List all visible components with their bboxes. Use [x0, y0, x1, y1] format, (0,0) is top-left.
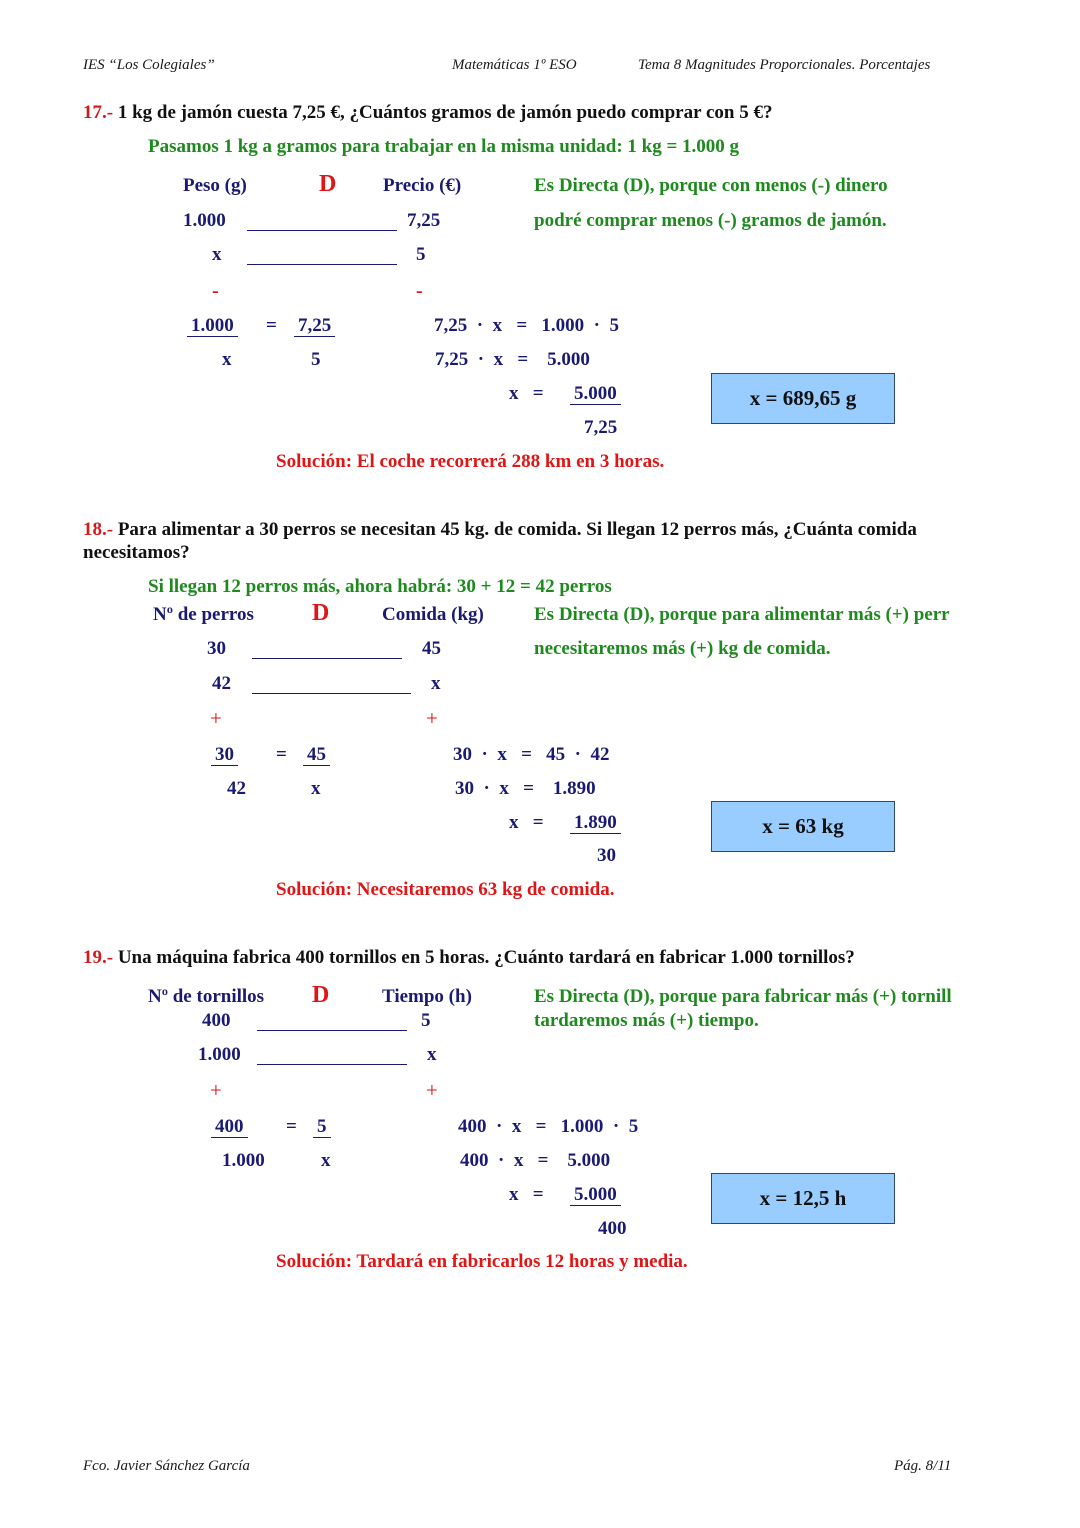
equation-step-2: 400 · x = 5.000	[460, 1150, 611, 1171]
fraction-left-denominator: 1.000	[222, 1150, 265, 1171]
result-box: x = 12,5 h	[711, 1173, 895, 1224]
correspondence-line	[257, 1030, 407, 1031]
correspondence-line	[252, 658, 402, 659]
fraction-right-denominator: x	[321, 1150, 331, 1171]
solution-text: Solución: Necesitaremos 63 kg de comida.	[276, 879, 615, 900]
fraction-left-denominator: 42	[227, 778, 246, 799]
equals-sign: =	[266, 315, 277, 336]
explanation-line-2: tardaremos más (+) tiempo.	[534, 1010, 759, 1031]
fraction-right-numerator: 7,25	[294, 315, 335, 337]
equation-step-3-lhs: x =	[509, 1184, 544, 1205]
sign-right: +	[426, 1078, 438, 1102]
correspondence-line	[247, 230, 397, 231]
header-topic: Tema 8 Magnitudes Proporcionales. Porcentajes	[638, 57, 931, 73]
equation-step-3-denominator: 7,25	[584, 417, 618, 438]
solution-text: Solución: Tardará en fabricarlos 12 horas y media.	[276, 1251, 688, 1272]
row2-right-value: x	[427, 1044, 437, 1065]
row1-left-value: 30	[207, 638, 226, 659]
equation-step-1: 7,25 · x = 1.000 · 5	[434, 315, 619, 336]
footer-page-number: Pág. 8/11	[894, 1458, 952, 1474]
problem-number: 18.-	[83, 519, 114, 540]
equals-sign: =	[286, 1116, 297, 1137]
equation-step-2: 7,25 · x = 5.000	[435, 349, 590, 370]
sign-left: +	[210, 706, 222, 730]
header-subject: Matemáticas 1º ESO	[452, 57, 577, 73]
problem-statement: 19.- Una máquina fabrica 400 tornillos en 5 horas. ¿Cuánto tardará en fabricar 1.000 tornillos?	[83, 947, 855, 968]
row2-left-value: 1.000	[198, 1044, 241, 1065]
explanation-line-1: Es Directa (D), porque para fabricar más (+) tornill	[534, 986, 952, 1007]
relation-type: D	[312, 982, 330, 1008]
row1-left-value: 400	[202, 1010, 231, 1031]
row1-left-value: 1.000	[183, 210, 226, 231]
equation-step-3-denominator: 400	[598, 1218, 627, 1239]
row2-right-value: x	[431, 673, 441, 694]
column-header-left: Peso (g)	[183, 175, 247, 196]
fraction-right-denominator: x	[311, 778, 321, 799]
equation-step-3-denominator: 30	[597, 845, 616, 866]
problem-statement: 17.- 1 kg de jamón cuesta 7,25 €, ¿Cuántos gramos de jamón puedo comprar con 5 €?	[83, 102, 773, 123]
explanation-line-2: necesitaremos más (+) kg de comida.	[534, 638, 831, 659]
problem-number: 19.-	[83, 947, 114, 968]
explanation-line-1: Es Directa (D), porque con menos (-) dinero	[534, 175, 888, 196]
relation-type: D	[319, 171, 337, 197]
footer-author: Fco. Javier Sánchez García	[83, 1458, 250, 1474]
equation-step-2: 30 · x = 1.890	[455, 778, 596, 799]
fraction-left-numerator: 400	[211, 1116, 248, 1138]
sign-right: -	[416, 280, 423, 302]
result-box: x = 689,65 g	[711, 373, 895, 424]
row1-right-value: 5	[421, 1010, 431, 1031]
equation-step-1: 400 · x = 1.000 · 5	[458, 1116, 639, 1137]
column-header-right: Comida (kg)	[382, 604, 484, 625]
fraction-left-numerator: 30	[211, 744, 238, 766]
problem-number: 17.-	[83, 102, 114, 123]
fraction-right-denominator: 5	[311, 349, 321, 370]
problem-statement: 18.- Para alimentar a 30 perros se necesitan 45 kg. de comida. Si llegan 12 perros más, ¿Cuánta comida	[83, 519, 917, 540]
row1-right-value: 7,25	[407, 210, 441, 231]
equation-step-3-lhs: x =	[509, 812, 544, 833]
correspondence-line	[252, 693, 411, 694]
column-header-right: Tiempo (h)	[382, 986, 472, 1007]
row1-right-value: 45	[422, 638, 441, 659]
row2-left-value: 42	[212, 673, 231, 694]
relation-type: D	[312, 600, 330, 626]
correspondence-line	[257, 1064, 407, 1065]
sign-left: -	[212, 280, 219, 302]
header-school: IES “Los Colegiales”	[83, 57, 215, 73]
fraction-right-numerator: 5	[313, 1116, 331, 1138]
column-header-left: Nº de perros	[153, 604, 254, 625]
equation-step-3-numerator: 1.890	[570, 812, 621, 834]
row2-left-value: x	[212, 244, 222, 265]
equation-step-1: 30 · x = 45 · 42	[453, 744, 610, 765]
fraction-left-denominator: x	[222, 349, 232, 370]
fraction-left-numerator: 1.000	[187, 315, 238, 337]
column-header-left: Nº de tornillos	[148, 986, 265, 1007]
equals-sign: =	[276, 744, 287, 765]
sign-right: +	[426, 706, 438, 730]
equation-step-3-numerator: 5.000	[570, 1184, 621, 1206]
sign-left: +	[210, 1078, 222, 1102]
explanation-line-2: podré comprar menos (-) gramos de jamón.	[534, 210, 887, 231]
explanation-line-1: Es Directa (D), porque para alimentar más (+) perr	[534, 604, 950, 625]
equation-step-3-numerator: 5.000	[570, 383, 621, 405]
unit-conversion-note: Pasamos 1 kg a gramos para trabajar en la misma unidad: 1 kg = 1.000 g	[148, 136, 740, 157]
column-header-right: Precio (€)	[383, 175, 462, 196]
correspondence-line	[247, 264, 397, 265]
row2-right-value: 5	[416, 244, 426, 265]
result-box: x = 63 kg	[711, 801, 895, 852]
equation-step-3-lhs: x =	[509, 383, 544, 404]
context-note: Si llegan 12 perros más, ahora habrá: 30 + 12 = 42 perros	[148, 576, 612, 597]
problem-statement-continued: necesitamos?	[83, 542, 190, 563]
fraction-right-numerator: 45	[303, 744, 330, 766]
solution-text: Solución: El coche recorrerá 288 km en 3 horas.	[276, 451, 665, 472]
